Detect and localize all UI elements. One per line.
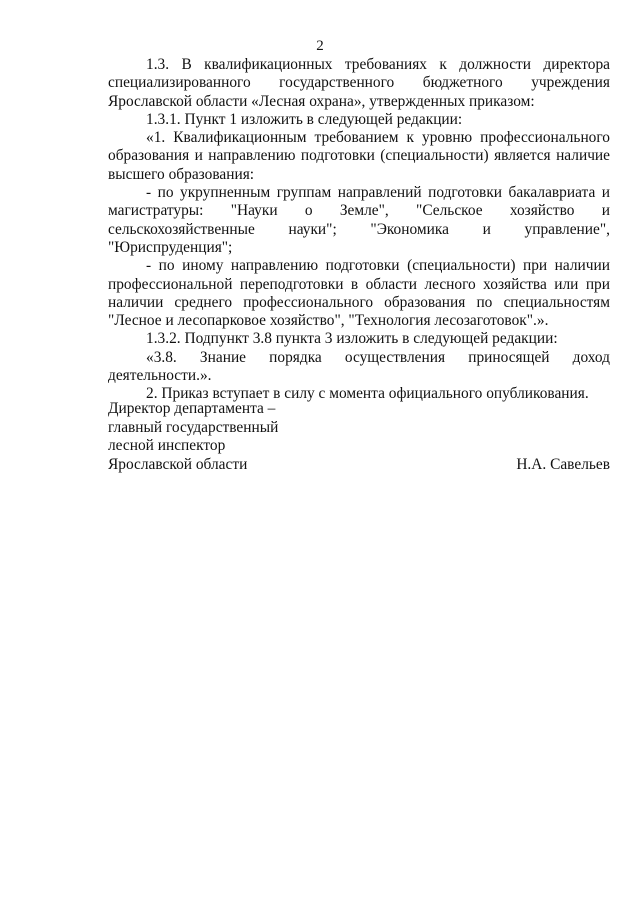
page-number: 2 (316, 38, 324, 54)
paragraph-1-3-2: 1.3.2. Подпункт 3.8 пункта 3 изложить в следующей редакции: (146, 330, 558, 348)
signatory-name: Н.А. Савельев (516, 455, 610, 473)
paragraph-bullet-1: - по укрупненным группам направлений подготовки бакалавриата и магистратуры: "Науки о Земле", "Сельское хозяйство и сельскохозяйственные науки"; "Экономика и управление", "Юриспруденция"; (108, 184, 610, 256)
signature-title-line-2: главный государственный (108, 418, 279, 436)
signature-title-line-4: Ярославской области (108, 455, 248, 473)
paragraph-quote-1: «1. Квалификационным требованием к уровню профессионального образования и направлению подготовки (специальности) является наличие высшего образования: (108, 129, 610, 183)
paragraph-1-3: 1.3. В квалификационных требованиях к должности директора специализированного государственного бюджетного учреждения Ярославской области «Лесная охрана», утвержденных приказом: (108, 56, 610, 110)
signature-row (108, 456, 610, 475)
signature-title-line-3: лесной инспектор (108, 437, 226, 454)
paragraph-bullet-2: - по иному направлению подготовки (специальности) при наличии профессиональной переподготовки в области лесного хозяйства или при наличии среднего профессионального образования по специальностям "Лесное и лесопарковое хозяйство", "Технология лесозаготовок".». (108, 257, 610, 330)
paragraph-2: 2. Приказ вступает в силу с момента официального опубликования. (146, 385, 589, 403)
signature-block (108, 400, 610, 474)
document-body (108, 56, 610, 404)
paragraph-1-3-1: 1.3.1. Пункт 1 изложить в следующей редакции: (146, 110, 463, 128)
paragraph-quote-3-8: «3.8. Знание порядка осуществления приносящей доход деятельности.». (108, 348, 610, 385)
signature-title-line-1: Директор департамента – (108, 400, 276, 417)
